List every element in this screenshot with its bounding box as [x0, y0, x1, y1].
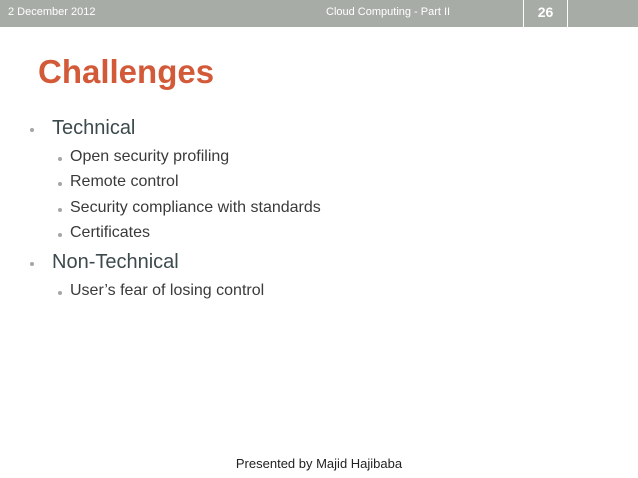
bullet-dot-icon [58, 233, 62, 237]
header-date: 2 December 2012 [8, 6, 96, 18]
slide-title: Challenges [38, 53, 215, 90]
bullet-remote-control: Remote control [70, 173, 179, 190]
header-course-title: Cloud Computing - Part II [326, 6, 451, 18]
header-bar [0, 0, 638, 27]
bullet-dot-icon [58, 208, 62, 212]
page-number: 26 [537, 4, 554, 20]
bullet-dot-icon [30, 262, 34, 266]
bullet-certificates: Certificates [70, 224, 151, 241]
bullet-dot-icon [58, 182, 62, 186]
bullet-security-compliance: Security compliance with standards [70, 199, 321, 216]
page-number-box [523, 0, 568, 27]
bullet-dot-icon [58, 291, 62, 295]
bullet-users-fear: User’s fear of losing control [70, 282, 265, 299]
bullet-dot-icon [30, 128, 34, 132]
footer-presenter: Presented by Majid Hajibaba [235, 456, 403, 471]
bullet-open-security-profiling: Open security profiling [70, 148, 230, 165]
bullet-dot-icon [58, 157, 62, 161]
bullet-technical: Technical [52, 117, 136, 139]
bullet-non-technical: Non-Technical [52, 251, 179, 273]
